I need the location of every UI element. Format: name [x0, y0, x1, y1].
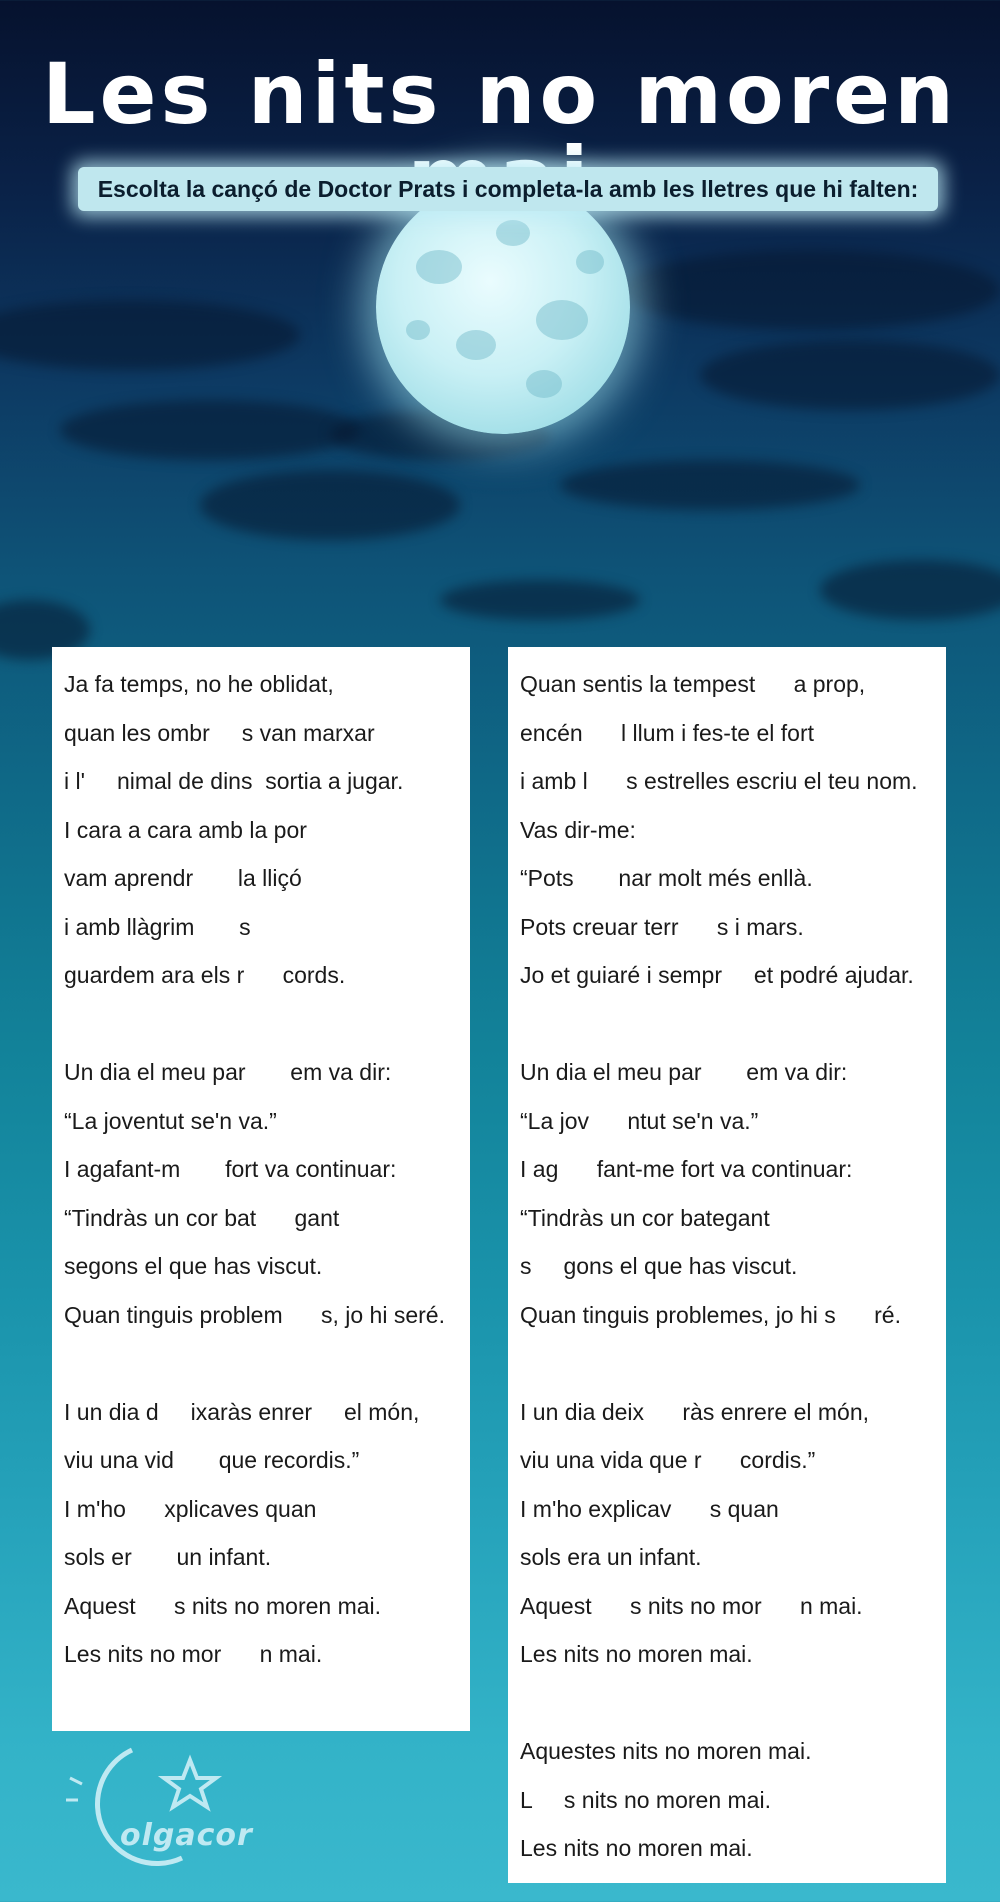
lyric-line: encén l llum i fes-te el fort	[520, 719, 815, 746]
lyric-line: I m'ho xplicaves quan	[64, 1495, 317, 1522]
lyric-line: L s nits no moren mai.	[520, 1786, 771, 1813]
lyric-line: Aquestes nits no moren mai.	[520, 1738, 812, 1764]
lyric-line: Les nits no mor n mai.	[64, 1641, 323, 1667]
moon-image	[376, 180, 630, 434]
lyric-line: Un dia el meu par em va dir:	[520, 1059, 848, 1085]
lyric-line: I un dia deix ràs enrere el món,	[520, 1398, 870, 1425]
lyric-line: Les nits no moren mai.	[520, 1641, 753, 1667]
lyric-line: “Tindràs un cor bat gant	[64, 1204, 340, 1231]
instructions-banner: Escolta la cançó de Doctor Prats i completa-la amb les lletres que hi falten:	[78, 167, 938, 211]
lyric-line: Pots creuar terr s i mars.	[520, 913, 804, 940]
lyric-line: Quan tinguis problem s, jo hi seré.	[64, 1301, 445, 1328]
lyric-line: I m'ho explicav s quan	[520, 1495, 779, 1522]
lyric-spacer	[520, 1339, 934, 1388]
lyric-line: quan les ombr s van marxar	[64, 719, 375, 746]
lyric-line: viu una vida que r cordis.”	[520, 1447, 816, 1473]
lyric-line: sols era un infant.	[520, 1544, 702, 1570]
lyric-line: i amb llàgrim s	[64, 913, 251, 940]
lyric-line: Ja fa temps, no he oblidat,	[64, 671, 334, 697]
lyric-line: Aquest s nits no mor n mai.	[520, 1592, 863, 1619]
lyric-line: segons el que has viscut.	[64, 1253, 323, 1279]
lyric-line: i l' nimal de dins sortia a jugar.	[64, 768, 404, 794]
page-title: Les nits no moren	[42, 45, 958, 143]
lyrics-panel-right	[508, 647, 946, 1883]
lyric-line: “La jov ntut se'n va.”	[520, 1107, 759, 1134]
lyric-line: I agafant-m fort va continuar:	[64, 1156, 397, 1182]
lyric-line: s gons el que has viscut.	[520, 1253, 798, 1279]
lyric-line: guardem ara els r cords.	[64, 962, 346, 988]
lyric-line: “Pots nar molt més enllà.	[520, 865, 813, 891]
lyric-spacer	[64, 1339, 458, 1388]
logo-text: olgacor	[120, 1818, 253, 1853]
lyric-line: I cara a cara amb la por	[64, 816, 307, 843]
lyric-line: Quan sentis la tempest a prop,	[520, 671, 866, 697]
lyrics-panel-left	[52, 647, 470, 1731]
lyric-line: “La joventut se'n va.”	[64, 1107, 277, 1134]
lyric-line: Quan tinguis problemes, jo hi s ré.	[520, 1301, 901, 1328]
lyric-line: “Tindràs un cor bategant	[520, 1204, 770, 1231]
lyric-line: Jo et guiaré i sempr et podré ajudar.	[520, 962, 914, 988]
lyric-line: I ag fant-me fort va continuar:	[520, 1156, 853, 1182]
lyric-spacer	[520, 1679, 934, 1728]
lyric-line: Un dia el meu par em va dir:	[64, 1059, 392, 1085]
lyric-line: i amb l s estrelles escriu el teu nom.	[520, 768, 918, 794]
lyric-line: viu una vid que recordis.”	[64, 1447, 360, 1473]
lyric-spacer	[520, 1000, 934, 1049]
lyric-line: Aquest s nits no moren mai.	[64, 1592, 382, 1619]
moon-star-logo-icon	[62, 1738, 272, 1878]
lyric-line: Vas dir-me:	[520, 816, 636, 843]
lyric-line: sols er un infant.	[64, 1544, 272, 1570]
lyric-line: Les nits no moren mai.	[520, 1835, 753, 1861]
lyric-spacer	[64, 1000, 458, 1049]
lyric-line: vam aprendr la lliçó	[64, 865, 302, 891]
lyric-line: I un dia d ixaràs enrer el món,	[64, 1398, 420, 1425]
